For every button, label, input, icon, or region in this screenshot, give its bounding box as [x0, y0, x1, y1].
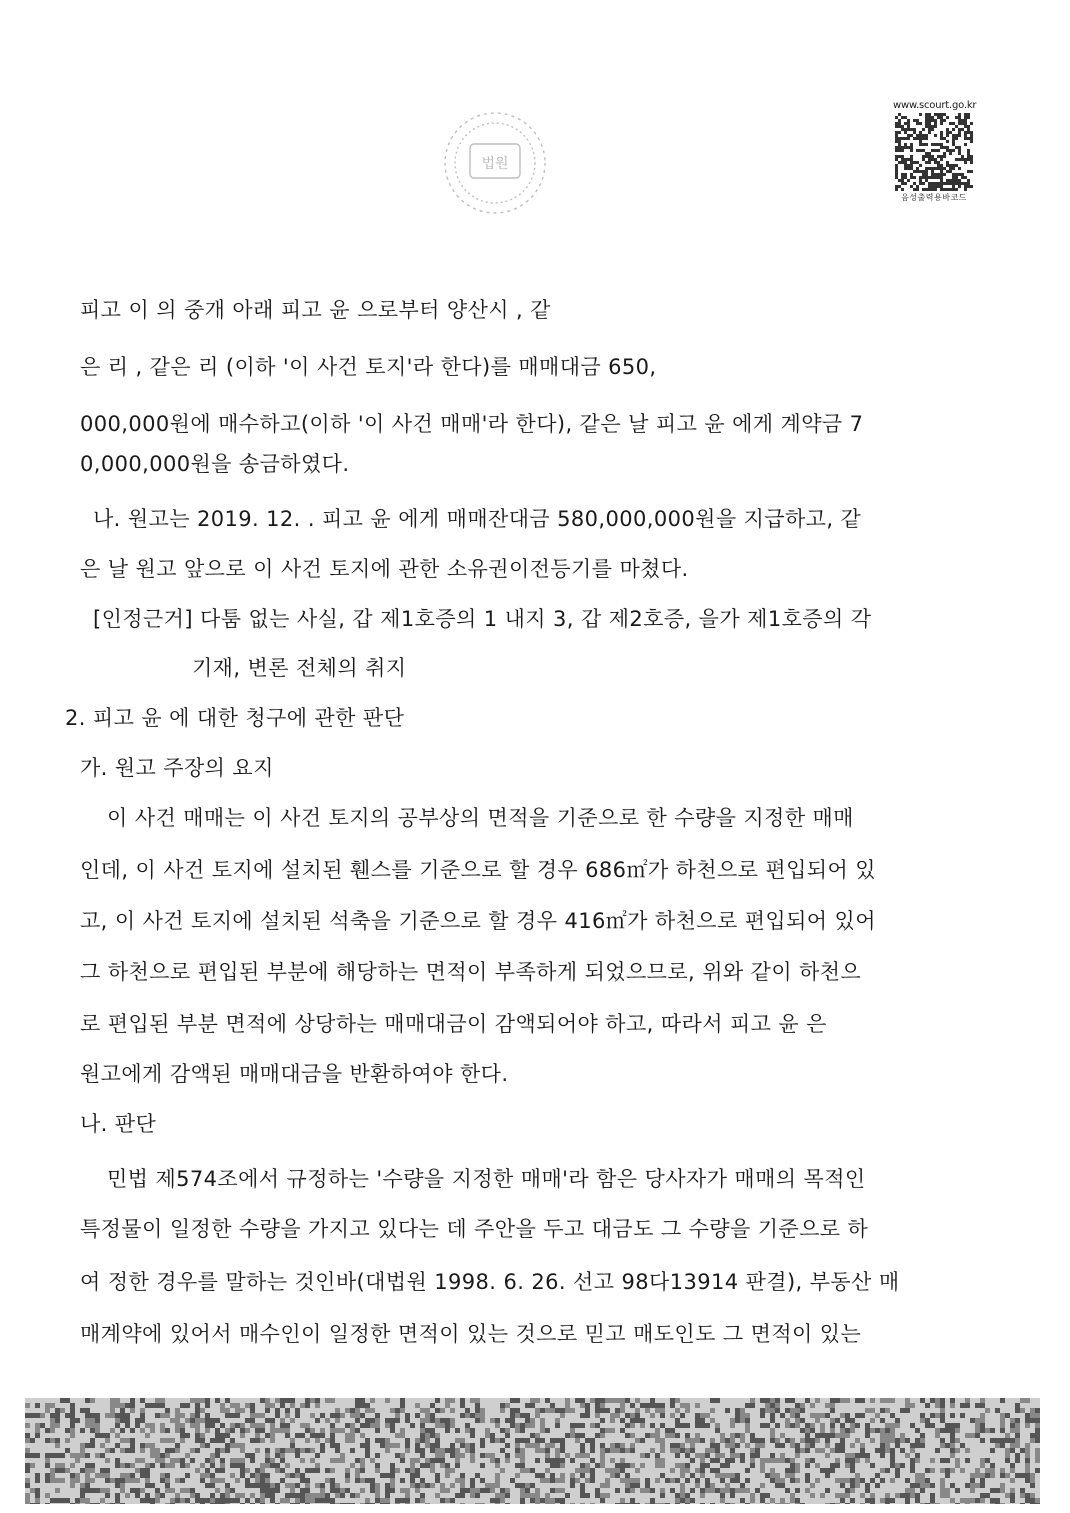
text-line: 피고 이 의 중개 아래 피고 윤 으로부터 양산시 , 같 [80, 298, 551, 322]
text-line: 그 하천으로 편입된 부분에 해당하는 면적이 부족하게 되었으므로, 위와 같이 하천으 [80, 960, 862, 984]
text-line: 특정물이 일정한 수량을 가지고 있다는 데 주안을 두고 대금도 그 수량을 기준으로 하 [80, 1217, 869, 1241]
text-line: 여 정한 경우를 말하는 것인바(대법원 1998. 6. 26. 선고 98다13914 판결), 부동산 매 [80, 1270, 900, 1294]
text-line: [인정근거] 다툼 없는 사실, 갑 제1호증의 1 내지 3, 갑 제2호증, 을가 제1호증의 각 [93, 607, 872, 631]
text-line: 로 편입된 부분 면적에 상당하는 매매대금이 감액되어야 하고, 따라서 피고 윤 은 [80, 1012, 827, 1036]
text-line: 은 리 , 같은 리 (이하 '이 사건 토지'라 한다)를 매매대금 650, [80, 355, 657, 379]
text-line: 은 날 원고 앞으로 이 사건 토지에 관한 소유권이전등기를 마쳤다. [80, 557, 689, 581]
text-line: 이 사건 매매는 이 사건 토지의 공부상의 면적을 기준으로 한 수량을 지정한 매매 [107, 806, 854, 830]
site-url: www.scourt.go.kr [893, 100, 977, 111]
text-line: 0,000,000원을 송금하였다. [80, 452, 350, 476]
barcode-block [893, 100, 975, 203]
court-seal-logo [440, 108, 550, 218]
text-line: 인데, 이 사건 토지에 설치된 휀스를 기준으로 할 경우 686㎡가 하천으로 편입되어 있 [80, 858, 876, 882]
text-line: 매계약에 있어서 매수인이 일정한 면적이 있는 것으로 믿고 매도인도 그 면적이 있는 [80, 1322, 862, 1346]
text-line: 000,000원에 매수하고(이하 '이 사건 매매'라 한다), 같은 날 피고 윤 에게 계약금 7 [80, 412, 864, 436]
text-line: 나. 원고는 2019. 12. . 피고 윤 에게 매매잔대금 580,000,000원을 지급하고, 같 [93, 507, 862, 531]
text-line: 민법 제574조에서 규정하는 '수량을 지정한 매매'라 함은 당사자가 매매의 목적인 [107, 1167, 866, 1191]
subsection-heading: 나. 판단 [80, 1112, 157, 1136]
text-line: 고, 이 사건 토지에 설치된 석축을 기준으로 할 경우 416㎡가 하천으로 편입되어 있어 [80, 909, 876, 933]
barcode-caption: 음성출력용바코드 [901, 193, 967, 202]
text-line: 기재, 변론 전체의 취지 [192, 656, 407, 680]
qr-code [895, 113, 973, 191]
seal-text: 법원 [481, 156, 509, 172]
section-heading: 2. 피고 윤 에 대한 청구에 관한 판단 [65, 706, 405, 730]
security-noise-band [25, 1398, 1040, 1504]
subsection-heading: 가. 원고 주장의 요지 [80, 756, 274, 780]
text-line: 원고에게 감액된 매매대금을 반환하여야 한다. [80, 1062, 509, 1086]
